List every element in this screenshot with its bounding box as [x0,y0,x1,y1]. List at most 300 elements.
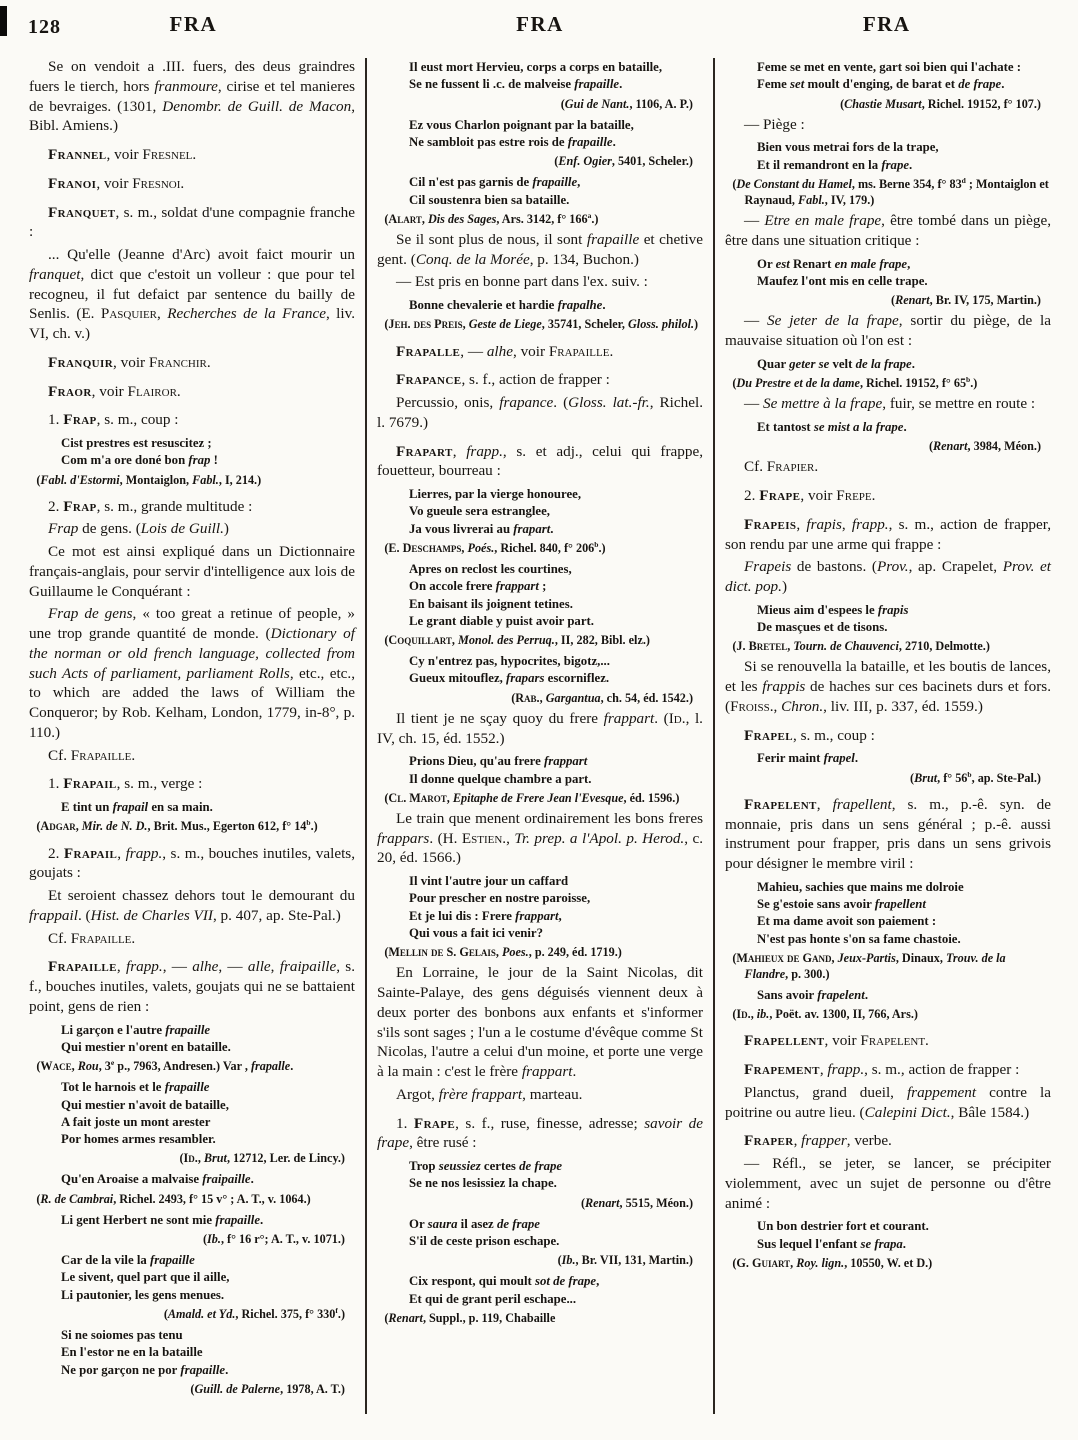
verse-quote [409,653,703,688]
verse-quote [61,1079,355,1148]
verse-quote [757,356,1051,373]
text-segment: frapaille [164,1080,210,1095]
text-segment: Cf. [744,458,767,476]
text-segment: alhe [192,958,219,976]
entry-paragraph [29,382,355,402]
paragraph [29,519,355,539]
text-segment: Deschamps [402,540,462,555]
text-segment: Qui mestier n'avoit de bataille, [61,1097,229,1112]
verse-quote [409,1273,703,1308]
text-segment: Prov. [876,558,909,576]
running-head-col3: FRA [862,12,911,36]
text-segment: , s. m., soldat d'une compagnie franche : [29,203,355,241]
text-segment: frapail [112,800,149,815]
text-segment: Brut [914,770,938,785]
verse-line [757,157,1051,174]
text-segment: , marteau. [522,1085,583,1103]
text-segment: Si ne soiomes pas tenu [61,1328,183,1343]
text-segment: , p. 407, ap. Ste-Pal.) [212,906,341,924]
text-segment: Frap [63,411,97,429]
text-segment: Quar [757,356,790,371]
text-segment: , Ars. 3142, f° 166 [496,211,588,226]
verse-line [409,908,703,925]
verse-quote [61,1212,355,1229]
text-segment: Epitaphe de Frere Jean l'Evesque [452,790,624,805]
text-segment: b [967,769,972,779]
verse-line [61,1039,355,1056]
text-segment: , voir [91,382,128,400]
text-segment: , ap. Ste-Pal.) [971,770,1041,785]
text-segment: Renart [933,439,968,454]
text-segment: Frapance [396,371,462,389]
column-2 [368,54,712,1414]
text-segment: Fabl. [798,193,825,208]
text-segment: , ms. Berne 354, f° 83 [851,176,962,191]
text-segment: ( [36,1191,41,1206]
text-segment: Frap [63,497,97,515]
verse-quote [757,139,1051,174]
text-segment: , [577,175,581,190]
text-segment: Chron. [781,697,824,715]
text-segment: Il tient je ne sçay quoy du frere [396,709,604,727]
text-segment: Qu'en Aroaise a malvaise [61,1172,203,1187]
text-segment: Frapaille [48,958,117,976]
text-segment: , 5401, Scheler.) [611,154,693,169]
text-segment: frapaille [215,1212,261,1227]
text-segment: Fraor [48,382,92,400]
text-segment: . [550,521,554,536]
text-segment: Et qui de grant peril eschape... [409,1291,577,1306]
verse-line [409,1291,703,1308]
verse-quote [409,1158,703,1193]
text-segment: Dictionary of the norman or old french language, collected from such Acts of parliament, parliament Rolls [29,625,355,682]
text-segment: En baisant ils joignent tetines. [409,596,573,611]
text-segment: Renart [585,1195,620,1210]
verse-line [757,419,1051,436]
verse-line [61,1287,355,1304]
text-segment: Frapaille [70,929,132,947]
text-segment: , — [162,958,193,976]
verse-line [61,1362,355,1379]
verse-quote [409,561,703,630]
verse-line [757,59,1051,76]
text-segment: Du Prestre et de la dame [736,376,860,391]
text-segment: Frapellent [744,1032,825,1050]
text-segment: frapaille [574,77,620,92]
entry-paragraph [725,486,1051,506]
text-segment: , voir [106,146,143,163]
text-segment: .) [598,540,606,555]
verse-quote [757,256,1051,291]
text-segment: En l'estor ne en la bataille [61,1345,203,1360]
verse-line [409,297,703,314]
text-segment: , Montaiglon, [119,472,193,487]
text-segment: , [819,1061,828,1079]
text-segment: , [451,633,458,648]
text-segment: Feme [757,77,791,92]
text-segment: ( [511,690,516,705]
text-segment: 2. [744,487,760,505]
text-segment: , p. 249, éd. 1719.) [528,945,622,960]
text-segment: Frapel [744,726,793,744]
text-segment: saura [427,1216,458,1231]
text-segment: , s. m., action de frapper : [864,1061,1020,1079]
text-segment: , 5515, Méon.) [619,1195,693,1210]
verse-line [61,1171,355,1188]
text-segment: . [572,1063,577,1081]
verse-line [409,59,703,76]
text-segment: Planctus, grand dueil, [744,1083,907,1101]
text-segment: Renart [789,256,835,271]
verse-line [409,753,703,770]
text-segment: , c. 20, éd. 1566.) [377,829,704,867]
verse-line [757,356,1051,373]
verse-line [757,879,1051,896]
text-segment: Et tantost [757,419,814,434]
text-segment: Le train que menent ordinairement les bons freres [396,809,703,827]
text-segment: Renart [895,293,930,308]
scan-artifact [0,6,7,36]
verse-line [409,613,703,630]
text-segment: , Dinaux, [895,950,946,965]
text-segment: frapper [801,1132,847,1150]
verse-line [757,602,1051,619]
text-segment: , [787,639,794,654]
paragraph [377,709,703,749]
text-segment: Se mettre à la frape [762,395,883,413]
text-segment: Cy n'entrez pas, hypocrites, bigotz,... [409,654,610,669]
text-segment: frappis [762,678,806,696]
text-segment: Il eust mort Hervieu, corps a corps en bataille, [409,60,663,74]
verse-line [757,987,1051,1004]
citation [377,944,703,960]
verse-line [409,925,703,942]
text-segment: Franquir [48,353,114,371]
text-segment: , IV, 179.) [824,193,875,208]
paragraph [377,809,703,868]
text-segment: Amald. et Yd. [167,1306,236,1321]
text-segment: , — [218,958,248,976]
text-segment: frappars [377,829,430,847]
entry-paragraph [725,1060,1051,1080]
text-segment: Sus lequel l'enfant [757,1236,861,1251]
text-segment: S'il de ceste prison eschape. [409,1233,560,1248]
entry-paragraph [377,342,703,362]
verse-line [757,913,1051,930]
citation [725,438,1051,454]
text-segment: , sortir du piège, de la mauvaise situation où l'on est : [725,312,1052,350]
text-segment: frapaille [567,134,613,149]
citation [377,211,703,227]
entry-paragraph [29,774,355,794]
verse-line [409,192,703,209]
text-segment: il asez [457,1216,497,1231]
text-segment: En Lorraine, le jour de la Saint Nicolas, dit Sainte-Palaye, des gens déguisés viennent deux à deux porter des bonbons aux enfants et s'informer s'ils sont sages ; l'un a le costume d'évêque comme St Nicolas, l'autre a celui d'un moine, et porte une verge à la main : c'est le frère [377,964,703,1081]
text-segment: Ferir maint [757,751,824,766]
entry-paragraph [377,1114,703,1154]
text-segment: , [270,958,280,976]
text-segment: ib. [756,1007,770,1022]
text-segment: frappart [521,1063,573,1081]
text-segment: Gargantua [545,690,601,705]
text-segment: frapellent [832,795,892,813]
text-segment: Le grant diable y puist avoir part. [409,613,594,628]
text-segment: de frape [496,1216,540,1231]
text-segment: , [421,211,428,226]
text-segment: ( [384,317,389,332]
verse-line [409,596,703,613]
citation [29,1058,355,1074]
text-segment: frapaille [532,175,578,190]
text-segment: . ( [77,906,91,924]
text-segment: .) [310,819,318,834]
text-segment: . (H. [429,829,462,847]
citation [377,632,703,648]
paragraph [29,245,355,344]
text-segment: — [744,212,765,230]
verse-quote [757,879,1051,948]
text-segment: de gens. ( [78,520,141,538]
text-segment: Rab. [515,690,540,705]
text-segment: , être tombé dans un piège, être dans une situation critique : [725,212,1052,249]
text-segment: ) [223,520,229,538]
text-segment: fraipaille [202,1172,251,1187]
text-segment: , [841,515,852,533]
text-segment: Frape [413,1114,456,1132]
verse-line [61,799,355,816]
verse-line [757,1236,1051,1253]
citation [725,96,1051,112]
verse-line [61,1131,355,1148]
verse-line [409,1216,703,1233]
text-segment: , [796,515,807,533]
text-segment: , voir [800,487,837,505]
text-segment: Recherches de la France [167,305,326,323]
text-segment: Jeh. des Preis [388,317,463,332]
text-segment: Fresnel [142,146,193,163]
text-segment: Frapement [744,1061,820,1079]
entry-paragraph [29,145,355,165]
text-segment: frappart [603,709,655,727]
text-segment: Enf. Ogier [558,154,612,169]
text-segment: frappart [495,579,539,594]
text-segment: , [75,819,82,834]
text-segment: ( [179,1151,184,1166]
verse-quote [61,799,355,816]
text-segment: , II, 282, Bibl. elz.) [554,633,650,648]
text-segment: Alart [388,211,422,226]
verse-quote [409,59,703,94]
text-segment: frapars [506,671,545,686]
citation [725,1255,1051,1271]
verse-quote [409,873,703,942]
text-segment: , f° 16 r°; A. T., v. 1071.) [220,1232,345,1247]
text-segment: Ez vous Charlon poignant par la bataille, [409,117,634,132]
text-segment: Sans avoir [757,988,818,1003]
text-segment: Cf. [48,746,71,764]
paragraph [29,604,355,742]
text-segment: Frannel [48,146,107,163]
text-segment: . [911,356,915,371]
verse-quote [409,753,703,788]
text-segment: Frapaille [548,342,610,360]
text-segment: Cf. [48,929,71,947]
text-segment: , ap. Crapelet, [908,558,1003,576]
text-segment: Ce mot est ainsi expliqué dans un Dictionnaire français-anglais, pour servir d'intelligence aux lois de Guillaume le Conquérant : [29,543,355,600]
text-segment: Argot, [396,1085,439,1103]
verse-line [409,503,703,520]
text-segment: (J. [732,639,749,654]
text-segment: (G. [732,1256,752,1270]
text-segment: Frapalle [396,342,461,360]
text-segment: Ne sambloit pas estre rois de [409,134,568,149]
citation [29,472,355,488]
verse-quote [757,987,1051,1004]
citation [377,1195,703,1211]
text-segment: franmoure [154,77,218,95]
text-segment: . [260,1212,264,1227]
text-segment: , s. m., p.-ê. syn. de monnaie, pris dans un sens général ; p.-ê. aussi instrument pour frapper, pris dans un sens grivois pour désigner le membre viril : [725,795,1051,873]
text-segment: Id. [736,1007,751,1022]
text-segment: , [117,844,126,862]
text-segment: Mir. de N. D. [81,819,148,834]
text-segment: , [157,305,168,323]
text-segment: . [176,382,181,400]
text-segment: . [909,157,913,172]
text-segment: de bastons. ( [791,558,877,576]
text-segment: Et seroient chassez dehors tout le demourant du [48,887,355,905]
citation [725,292,1051,308]
paragraph [377,230,703,270]
text-segment: seussiez [438,1159,481,1174]
verse-line [409,117,703,134]
text-segment: , voir [96,174,133,192]
text-segment: ( [557,1253,562,1268]
text-segment: — [744,312,768,330]
text-segment: , [71,1059,78,1074]
text-segment: . [902,1236,906,1251]
paragraph [725,657,1051,716]
text-segment: , [831,950,838,965]
entry-paragraph [725,1131,1051,1151]
text-segment: Guiart [751,1256,791,1270]
text-segment: , s. et adj., celui qui frappe, fouetteur, bourreau : [377,442,703,480]
paragraph [725,311,1051,351]
text-segment: , 2710, Delmotte.) [898,639,990,654]
verse-line [61,1344,355,1361]
text-segment: Cl. Marot [388,790,447,805]
text-segment: f [335,1305,338,1315]
verse-line [757,256,1051,273]
text-segment: , [790,1256,797,1270]
text-segment: , dict que c'estoit un volleur : que pour tel recogneu, il fut defaict par sentence du bailly de Senlis. (E. [29,265,355,323]
text-segment: Trouv. de la Flandre [744,950,1006,982]
text-segment: , voir [113,353,149,371]
text-segment: , Richel. 19152, f° 107.) [921,96,1041,111]
text-segment: Com m'a ore doné bon [61,453,189,468]
text-segment: , s. f., action de frapper : [461,371,610,389]
text-segment: Frape [759,487,801,505]
text-segment: , cirise et tel manieres de bevraiges. (1301, [29,77,355,115]
text-segment: frapance [499,394,554,412]
text-segment: . [192,146,197,163]
citation [29,1191,355,1207]
text-segment: p., 7963, Andresen.) Var , [114,1059,251,1074]
text-segment: ( [910,770,915,785]
text-segment: , [907,256,911,271]
text-segment: Franchir [148,353,207,371]
text-segment: Cil n'est pas garnis de [409,175,533,190]
paragraph [377,963,703,1082]
text-segment: Ib. [207,1232,221,1247]
text-segment: Ja vous livrerai au [409,521,514,536]
text-segment: Monol. des Perruq. [457,633,555,648]
citation [29,1150,355,1166]
text-segment: . [180,174,185,192]
text-segment: Froiss. [730,697,774,715]
text-segment: ( [732,176,737,191]
text-segment: . [619,77,623,92]
text-segment: , [539,690,546,705]
verse-quote [757,59,1051,94]
text-segment: de frape [958,77,1002,92]
text-segment: Et ma dame avoit son paiement : [757,914,937,929]
page-number: 128 [28,16,61,38]
verse-quote [61,1022,355,1057]
text-segment: , [462,317,469,332]
entry-paragraph [29,497,355,517]
text-segment: Mellin de S. Gelais [388,945,496,960]
text-segment: Etre en male frape [764,212,882,230]
text-segment: set [790,77,805,92]
text-segment: Mahieux de Gand [736,950,832,965]
text-segment: . [250,1172,254,1187]
text-segment: , 35741, Scheler, [541,317,628,332]
entry-paragraph [29,353,355,373]
text-segment: Maufez l'ont mis en celle trape. [757,273,928,288]
text-segment: Jeux-Partis [837,950,896,965]
text-segment: frapaille [586,230,640,248]
text-segment: , « too great a retinue of people, » une trop grande quantité de monde. ( [29,605,355,643]
text-segment: Ib. [561,1253,576,1268]
text-segment: Flairor [127,382,177,400]
text-segment: de frape [519,1159,563,1174]
text-segment: Poés. [467,540,495,555]
verse-line [757,931,1051,948]
text-segment: . [1001,77,1005,92]
text-segment: frappail [29,906,78,924]
text-segment: , liv. III, p. 337, éd. 1559.) [823,697,983,715]
text-segment: , [506,829,515,847]
text-segment: Il vint l'autre jour un caffard [409,874,569,889]
verse-line [61,1022,355,1039]
verse-quote [61,1327,355,1379]
text-segment: e [110,1058,115,1068]
text-segment: , Br. IV, 175, Martin.) [929,293,1041,308]
text-segment: Un bon destrier fort et courant. [757,1219,929,1234]
verse-line [61,1252,355,1269]
text-segment: Et il remandront en la [757,157,882,172]
text-segment: , s. m., coup : [96,411,179,429]
paragraph [725,457,1051,477]
text-segment: , 10550, W. et D.) [844,1256,933,1270]
text-segment: ; [538,579,547,594]
citation [377,1252,703,1268]
entry-paragraph [725,726,1051,746]
verse-line [409,873,703,890]
text-segment: se mist a la frape [813,419,904,434]
text-segment: frape [881,157,910,172]
